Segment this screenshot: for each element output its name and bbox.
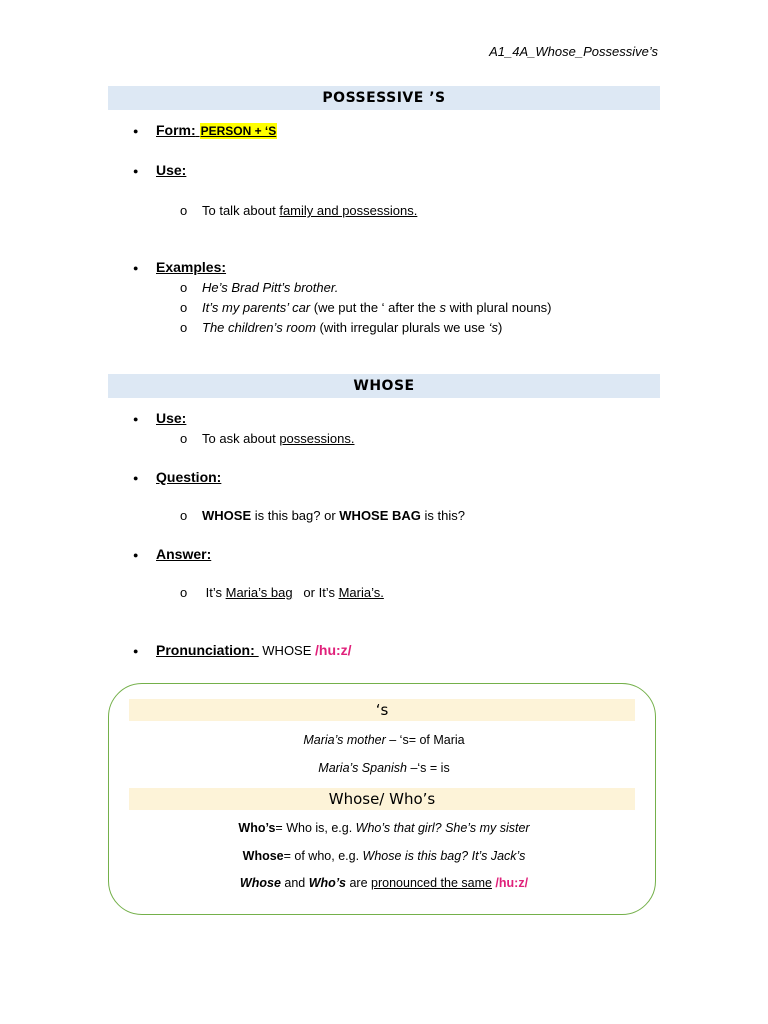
example-italic: The children’s room (202, 320, 316, 335)
form-row (156, 122, 277, 138)
use-text-link: family and possessions. (279, 203, 418, 218)
box-bold-italic: Whose (239, 876, 281, 890)
sub-bullet-icon: o (180, 431, 188, 446)
whose-use-link: possessions. (279, 431, 355, 446)
answer-link-1: Maria’s bag (225, 585, 293, 600)
bullet-icon: ● (133, 646, 139, 656)
question-end: is this? (420, 508, 465, 523)
box-ipa: /hu:z/ (495, 876, 529, 890)
form-label: Form: (156, 122, 196, 138)
answer-text-a: It’s (202, 585, 226, 600)
box-italic: Maria’s Spanish (318, 761, 407, 775)
sub-bullet-icon: o (180, 203, 188, 218)
box-line (108, 733, 660, 747)
box-text: = Who is, e.g. (275, 821, 356, 835)
box-heading-whose: Whose/ Who’s (129, 788, 635, 810)
sub-bullet-icon: o (180, 585, 188, 600)
example-italic-b: s (439, 300, 446, 315)
section-title-possessive: POSSESSIVE ’S (108, 86, 660, 110)
box-text: are (346, 876, 372, 890)
example-italic-b: ‘s (488, 320, 498, 335)
answer-mid: or It’s (292, 585, 339, 600)
box-line (108, 761, 660, 775)
document-id: A1_4A_Whose_Possessive’s (489, 44, 658, 59)
bullet-icon: ● (133, 263, 139, 273)
sub-bullet-icon: o (180, 320, 188, 335)
pronunciation-word: WHOSE (258, 643, 316, 658)
whose-use-text: To ask about (202, 431, 280, 446)
use-text: To talk about (202, 203, 280, 218)
answer-label: Answer: (156, 546, 212, 562)
answer-link-2: Maria’s. (338, 585, 384, 600)
example-rest-b: with plural nouns) (446, 300, 552, 315)
bullet-icon: ● (133, 550, 139, 560)
bullet-icon: ● (133, 473, 139, 483)
box-underline: pronounced the same (371, 876, 492, 890)
box-text: – ‘s= of Maria (385, 733, 465, 747)
example-rest: (with irregular plurals we use (315, 320, 489, 335)
pronunciation-ipa: /hu:z/ (315, 642, 352, 658)
box-line (108, 821, 660, 835)
box-italic: Who’s that girl? She’s my sister (355, 821, 530, 835)
examples-label: Examples: (156, 259, 227, 275)
question-mid: is this bag? or (251, 508, 340, 523)
sub-bullet-icon: o (180, 508, 188, 523)
question-word-2: WHOSE BAG (339, 508, 421, 523)
use-label: Use: (156, 162, 187, 178)
box-text: –‘s = is (406, 761, 450, 775)
question-word-1: WHOSE (202, 508, 252, 523)
box-bold: Who’s (238, 821, 276, 835)
pronunciation-label: Pronunciation: (156, 642, 259, 658)
sub-bullet-icon: o (180, 280, 188, 295)
box-italic: Maria’s mother (303, 733, 386, 747)
box-text: = of who, e.g. (283, 849, 363, 863)
whose-use-label: Use: (156, 410, 187, 426)
section-title-whose: WHOSE (108, 374, 660, 398)
example-italic: It’s my parents’ car (202, 300, 311, 315)
example-rest: (we put the ‘ after the (310, 300, 440, 315)
box-bold: Whose (242, 849, 284, 863)
box-heading-s: ‘s (129, 699, 635, 721)
box-line (108, 876, 660, 890)
form-value: PERSON + ‘S (200, 124, 277, 138)
box-line (108, 849, 660, 863)
bullet-icon: ● (133, 166, 139, 176)
box-bold-italic: Who’s (308, 876, 346, 890)
question-label: Question: (156, 469, 222, 485)
sub-bullet-icon: o (180, 300, 188, 315)
bullet-icon: ● (133, 126, 139, 136)
example-italic: He’s Brad Pitt’s brother. (202, 280, 339, 295)
bullet-icon: ● (133, 414, 139, 424)
box-text: and (280, 876, 309, 890)
box-italic: Whose is this bag? It’s Jack’s (362, 849, 526, 863)
pronunciation-row (156, 642, 352, 658)
example-rest-b: ) (498, 320, 503, 335)
